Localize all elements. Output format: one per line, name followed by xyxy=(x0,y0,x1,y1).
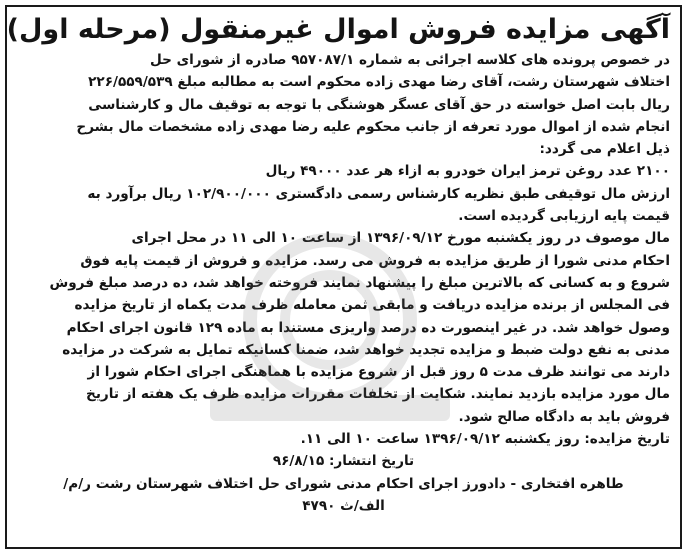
property-item-line: ۲۱۰۰ عدد روغن ترمز ایران خودرو به ازاء هر عدد ۴۹۰۰۰ ریال xyxy=(265,163,670,180)
body-line: ریال بابت اصل خواسته در حق آقای عسگر هوشنگی با توجه به توقیف مال و کارشناسی xyxy=(88,96,670,113)
body-line: مدنی به نفع دولت ضبط و مزایده تجدید خواهد شد، ضمنا کسانیکه تمایل به شرکت در مزایده xyxy=(62,341,670,358)
signature-line: طاهره افتخاری - دادورز اجرای احکام مدنی شورای حل اختلاف شهرستان رشت ر/م/ xyxy=(63,475,624,492)
body-line: احکام مدنی شورا از طریق مزایده به فروش می رسد. مزایده و فروش از قیمت پایه فوق xyxy=(80,252,670,269)
notice-title: آگهی مزایده فروش اموال غیرمنقول (مرحله اول) xyxy=(6,14,670,45)
body-line: اختلاف شهرستان رشت، آقای رضا مهدی زاده محکوم است به مطالبه مبلغ ۲۲۶/۵۵۹/۵۳۹ xyxy=(88,74,670,91)
body-line: ذیل اعلام می گردد: xyxy=(539,141,670,158)
body-line: دارند می توانند ظرف مدت ۵ روز قبل از شروع مزایده با هماهنگی اجرای احکام شورا از xyxy=(87,364,670,381)
auction-date-line: تاریخ مزایده: روز یکشنبه ۱۳۹۶/۰۹/۱۲ ساعت ۱۰ الی ۱۱. xyxy=(300,431,670,448)
body-line: وصول خواهد شد. در غیر اینصورت ده درصد واریزی مستندا به ماده ۱۲۹ قانون اجرای احکام xyxy=(66,319,670,336)
body-line: در خصوص پرونده های کلاسه اجرائی به شماره ۹۵۷۰۸۷/۱ صادره از شورای حل xyxy=(150,52,670,68)
body-line: ارزش مال توقیفی طبق نظریه کارشناس رسمی دادگستری ۱۰۲/۹۰۰/۰۰۰ ریال برآورد به xyxy=(87,185,670,202)
body-line: قیمت پایه ارزیابی گردیده است. xyxy=(458,208,670,225)
notice-frame xyxy=(5,5,682,549)
body-line: مال مورد مزایده بازدید نمایند. شکایت از تخلفات مقررات مزایده ظرف یک هفته از تاریخ xyxy=(86,386,670,403)
notice-body xyxy=(17,49,670,517)
publish-date-line: تاریخ انتشار: ۹۶/۸/۱۵ xyxy=(272,453,415,470)
body-line: فروش باید به دادگاه صالح شود. xyxy=(458,408,670,425)
body-line: انجام شده از اموال مورد تعرفه از جانب محکوم علیه رضا مهدی زاده مشخصات مال بشرح xyxy=(76,118,670,135)
body-line: شروع و به کسانی که بالاترین مبلغ را پیشنهاد نمایند فروخته خواهد شد، ده درصد مبلغ فروش xyxy=(49,274,670,291)
body-line: مال موصوف در روز یکشنبه مورخ ۱۳۹۶/۰۹/۱۲ از ساعت ۱۰ الی ۱۱ در محل اجرای xyxy=(131,230,670,247)
signature-reference-line: الف/ث ۴۷۹۰ xyxy=(302,497,385,514)
body-line: فی المجلس از برنده مزایده دریافت و مابقی ثمن معامله ظرف مدت یکماه از تاریخ مزایده xyxy=(74,297,670,314)
